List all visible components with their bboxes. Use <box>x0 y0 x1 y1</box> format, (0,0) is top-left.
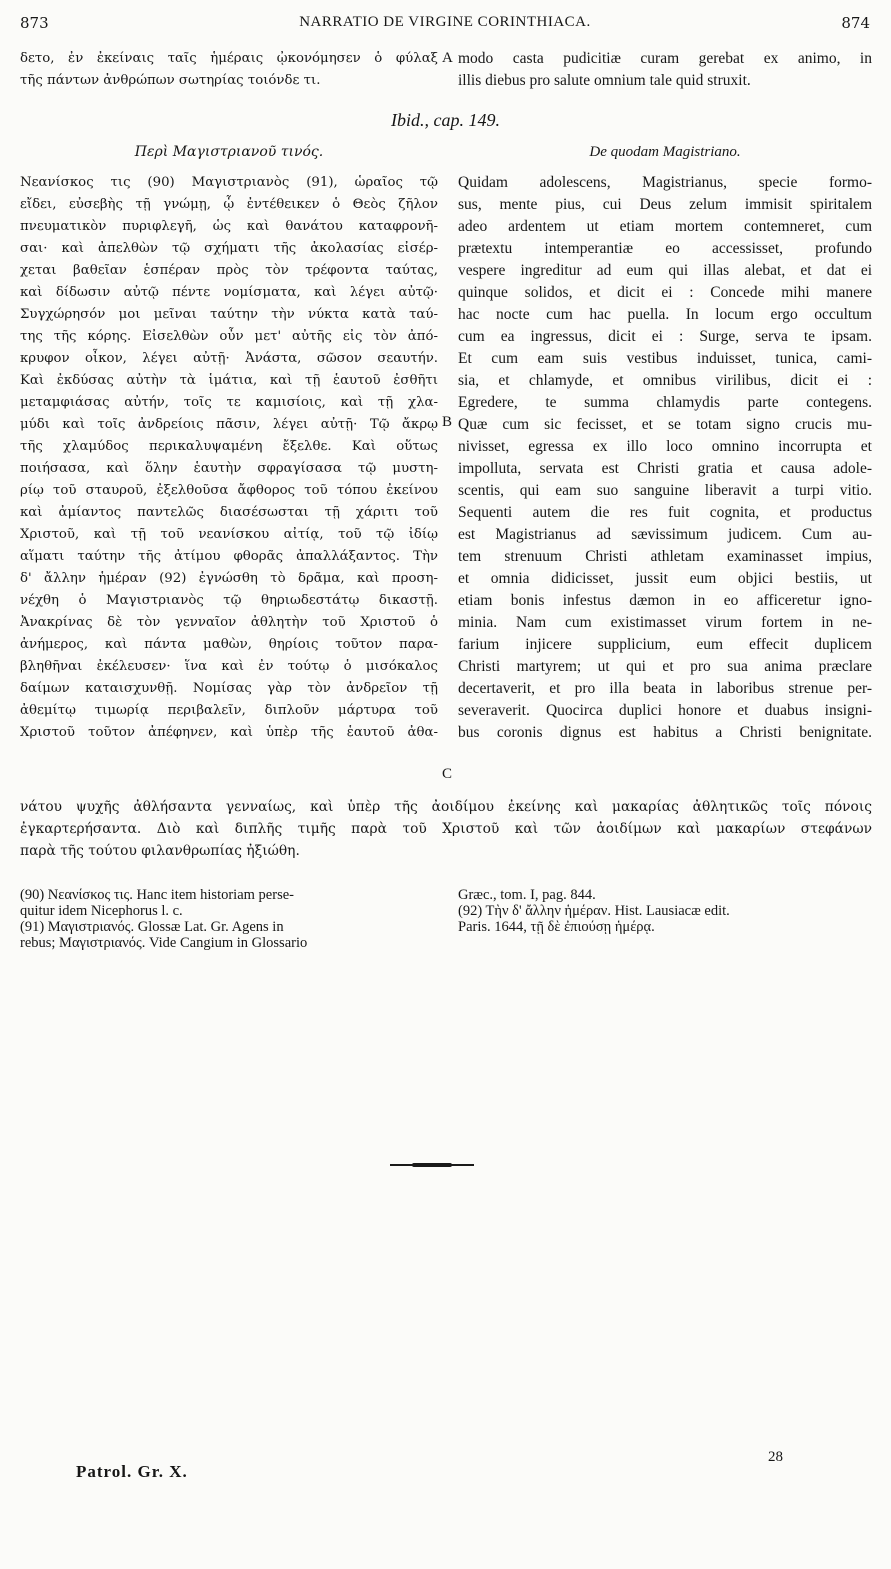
text-line: ἀθεμίτῳ τιμωρίᾳ περιβαλεῖν, διπλοῦν μάρτυρα τοῦ <box>20 703 438 718</box>
text-line: Egredere, te summa chlamydis parte contegens. <box>458 394 872 411</box>
page-number-left: 873 <box>20 14 49 32</box>
text-line: τῆς χλαμύδος περικαλυψαμένη ἔξελθε. Καὶ οὕτως <box>20 439 438 454</box>
section-heading: Ibid., cap. 149. <box>391 110 500 130</box>
text-line: χεται βαθεῖαν ἑσπέραν πρὸς τὸν τρέφοντα ταύτας, <box>20 263 438 278</box>
text-line: βληθῆναι ἐκέλευσεν· ἵνα καὶ ἐν τούτῳ ὁ μισόκαλος <box>20 659 438 674</box>
text-line: πνευματικὸν πυριφλεγῆ, ὡς καὶ θανάτου καταφρονῆ- <box>20 219 438 234</box>
text-line: κρυφον οἶκον, λέγει αὐτῇ· Ἀνάστα, σῶσον σεαυτήν. <box>20 351 438 366</box>
text-line: τῆς πάντων ἀνθρώπων σωτηρίας τοιόνδε τι. <box>20 73 321 88</box>
footnote-line: (92) Τὴν δ' ἄλλην ἡμέραν. Hist. Lausiacæ edit. <box>458 903 730 919</box>
latin-title: De quodam Magistriano. <box>589 144 741 160</box>
text-line: tem strenuum Christi athletam examinasset impius, <box>458 548 872 565</box>
full-width-text <box>20 796 872 862</box>
text-line: ἀνήμερος, καὶ πάντα μαθὼν, θηρίοις τοῦτον παρα- <box>20 637 438 652</box>
margin-marker-b: B <box>442 414 453 430</box>
text-line: Καὶ ἐκδύσας αὐτὴν τὰ ἱμάτια, καὶ τῇ ἑαυτοῦ ἐσθῆτι <box>20 373 438 388</box>
footer-signature: Patrol. Gr. X. <box>76 1462 188 1481</box>
footnotes-right <box>458 887 872 935</box>
footnotes-left <box>20 887 438 951</box>
page-number-right: 874 <box>841 14 870 32</box>
text-line: hac nocte cum hac puella. In locum ergo occultum <box>458 306 872 323</box>
running-header <box>20 14 870 40</box>
footnote-line: Paris. 1644, τῇ δὲ ἐπιούσῃ ἡμέρᾳ. <box>458 919 655 935</box>
text-line: illis diebus pro salute omnium tale quid struxit. <box>458 72 751 89</box>
intro-latin <box>458 48 872 92</box>
text-line: καὶ δίδωσιν αὐτῷ πέντε νομίσματα, καὶ λέγει αὐτῷ· <box>20 285 438 300</box>
text-line: minia. Nam cum existimasset virum fortem in ne- <box>458 614 872 631</box>
ornament-rule <box>390 1163 474 1167</box>
text-line: ρίῳ τοῦ σταυροῦ, ἐξελθοῦσα ἄφθορος τοῦ τόπου ἐκείνου <box>20 483 438 498</box>
text-line: της τῆς κόρης. Εἰσελθὼν οὖν μετ' αὐτῆς εἰς τὸν ἀπό- <box>20 329 438 344</box>
text-line: αἵματι ταύτην τῆς ἀτίμου φθορᾶς ἀπαλλάξαντος. Τὴν <box>20 549 438 564</box>
text-line: sus, mente pius, cui Deus zelum immisit spiritalem <box>458 196 872 213</box>
text-line: Συγχώρησόν μοι μεῖναι ταύτην τὴν νύκτα κατὰ ταύ- <box>20 307 438 322</box>
margin-marker-a: A <box>442 50 453 66</box>
text-line: δαίμων καταισχυνθῇ. Νομίσας γὰρ τὸν ἀνδρεῖον τῇ <box>20 681 438 696</box>
text-line: μύδι καὶ τοῖς ἀνδρείοις πᾶσιν, λέγει αὐτῇ· Τῷ ἄκρῳ <box>20 417 438 432</box>
text-line: Et cum eam suis vestibus induisset, tunica, cami- <box>458 350 872 367</box>
text-line: scentis, qui eam suo sanguine liberavit a turpi vitio. <box>458 482 872 499</box>
footnote-line: Græc., tom. I, pag. 844. <box>458 887 596 903</box>
text-line: decertaverit, et pro illa beata in laboribus strenue per- <box>458 680 872 697</box>
text-line: nivisset, egressa ex illo loco omnino incorrupta et <box>458 438 872 455</box>
text-line: et omnia didicisset, jussit eum objici bestiis, ut <box>458 570 872 587</box>
text-line: καὶ ἀμίαντος παντελῶς διασέσωσται τῇ χάριτι τοῦ <box>20 505 438 520</box>
footnote-line: quitur idem Nicephorus l. c. <box>20 903 183 919</box>
intro-greek <box>20 48 438 92</box>
text-line: severaverit. Quocirca duplici honore et duabus insigni- <box>458 702 872 719</box>
text-line: Christi martyrem; ut qui et pro sua anima præclare <box>458 658 872 675</box>
text-line: adeo ardentem ut etiam mortem contemneret, cum <box>458 218 872 235</box>
text-line: vespere ingreditur ad eum qui illas alebat, et dat ei <box>458 262 872 279</box>
text-line: δ' ἄλλην ἡμέραν (92) ἐγνώσθη τὸ δρᾶμα, καὶ προση- <box>20 571 438 586</box>
text-line: Quidam adolescens, Magistrianus, specie formo- <box>458 174 872 191</box>
text-line: ποιήσασα, καὶ ὅλην ἑαυτὴν σφραγίσασα τῷ μυστη- <box>20 461 438 476</box>
text-line: δετο, ἐν ἐκείναις ταῖς ἡμέραις ᾠκονόμησεν ὁ φύλαξ <box>20 51 438 66</box>
text-line: cum ea ingressus, dicit ei : Surge, serva te ipsam. <box>458 328 872 345</box>
text-line: παρὰ τῆς τούτου φιλανθρωπίας ἠξιώθη. <box>20 843 300 859</box>
text-line: sia, et chlamyde, et omnibus virilibus, dicit ei : <box>458 372 872 389</box>
text-line: νάτου ψυχῆς ἀθλήσαντα γενναίως, καὶ ὑπὲρ τῆς ἀοιδίμου ἐκείνης καὶ μακαρίας ἀθλητικῶς τοῖς πόνοις <box>20 799 872 815</box>
text-line: bus coronis dignus est habitus a Christi benignitate. <box>458 724 872 741</box>
text-line: modo casta pudicitiæ curam gerebat ex animo, in <box>458 50 872 67</box>
text-line: νέχθη ὁ Μαγιστριανὸς τῷ θηριωδεστάτῳ δικαστῇ. <box>20 593 438 608</box>
text-line: εἴδει, εὐσεβὴς τῇ γνώμῃ, ᾧ ἐντέθεικεν ὁ Θεὸς ζῆλον <box>20 197 438 212</box>
text-line: Ἀνακρίνας δὲ τὸν γενναῖον ἀθλητὴν τοῦ Χριστοῦ ὁ <box>20 615 438 630</box>
text-line: Χριστοῦ, καὶ τῇ τοῦ νεανίσκου αἰτίᾳ, τοῦ τῷ ἰδίῳ <box>20 527 438 542</box>
text-line: Χριστοῦ τοῦτον ἀπέφηνεν, καὶ ὑπὲρ τῆς ἑαυτοῦ ἀθα- <box>20 725 438 740</box>
footnote-line: rebus; Μαγιστριανός. Vide Cangium in Glossario <box>20 935 308 951</box>
text-line: impolluta, servata est Christi gratia et causa adole- <box>458 460 872 477</box>
text-line: ἐγκαρτερήσαντα. Διὸ καὶ διπλῆς τιμῆς παρὰ τοῦ Χριστοῦ καὶ τῶν ἀοιδίμων καὶ μακαρίων στεφάνων <box>20 821 872 837</box>
greek-title: Περὶ Μαγιστριανοῦ τινός. <box>134 144 324 160</box>
running-title: NARRATIO DE VIRGINE CORINTHIACA. <box>299 14 591 30</box>
text-line: etiam bonis infestus dæmon in eo afficeretur igno- <box>458 592 872 609</box>
text-line: Sequenti autem die res fuit cognita, et productus <box>458 504 872 521</box>
footer-signature-number: 28 <box>768 1449 783 1465</box>
margin-marker-c: C <box>442 766 453 782</box>
footnote-line: (90) Νεανίσκος τις. Hanc item historiam perse- <box>20 887 294 903</box>
text-line: σαι· καὶ ἀπελθὼν τῷ σχήματι τῆς ἀκολασίας εἰσέρ- <box>20 241 438 256</box>
text-line: Quæ cum sic fecisset, et se totam signo crucis mu- <box>458 416 872 433</box>
text-line: est Magistrianus ad sævissimum judicem. Cum au- <box>458 526 872 543</box>
text-line: μεταμφιάσας αὐτήν, τοῖς τε καμισίοις, καὶ τῇ χλα- <box>20 395 438 410</box>
text-line: farium injicere supplicium, eum effecit duplicem <box>458 636 872 653</box>
greek-column <box>20 172 438 744</box>
text-line: quinque solidos, et dicit ei : Concede mihi manere <box>458 284 872 301</box>
footnote-line: (91) Μαγιστριανός. Glossæ Lat. Gr. Agens in <box>20 919 284 935</box>
latin-column <box>458 172 872 744</box>
text-line: Νεανίσκος τις (90) Μαγιστριανὸς (91), ὡραῖος τῷ <box>20 175 438 190</box>
text-line: prætextu intemperantiæ eo accessisset, profundo <box>458 240 872 257</box>
